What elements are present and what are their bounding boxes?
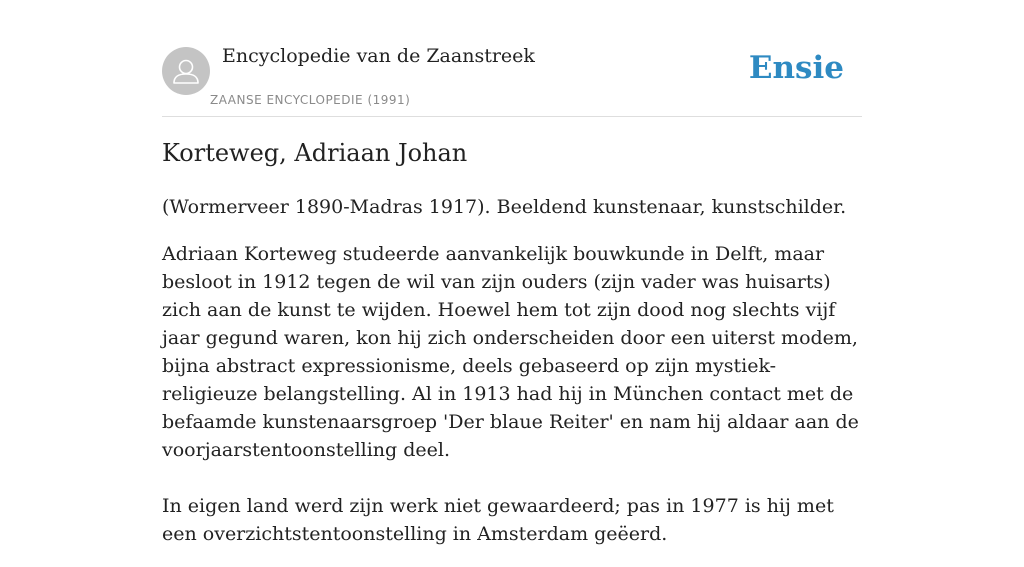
article-lead: (Wormerveer 1890-Madras 1917). Beeldend kunstenaar, kunstschilder. bbox=[162, 196, 847, 218]
source-header bbox=[162, 0, 862, 117]
user-icon-graphic bbox=[162, 47, 210, 95]
article-paragraph: Adriaan Korteweg studeerde aanvankelijk bouwkunde in Delft, maar besloot in 1912 tegen de wil van zijn ouders (zijn vader was huisarts) zich aan de kunst te wijden. Hoewel hem tot zijn dood nog slechts vijf jaar gegund waren, kon hij zich onderscheiden door een uiterst modem, bijna abstract expressionisme, deels gebaseerd op zijn mystiek-religieuze belangstelling. Al in 1913 had hij in München contact met de befaamde kunstenaarsgroep 'Der blaue Reiter' en nam hij aldaar aan de voorjaarstentoonstelling deel. bbox=[162, 243, 859, 461]
article-title: Korteweg, Adriaan Johan bbox=[162, 139, 468, 167]
article-body bbox=[162, 193, 862, 567]
brand-logo-link[interactable]: Ensie bbox=[748, 50, 844, 86]
user-icon[interactable] bbox=[162, 47, 210, 95]
source-subtitle: ZAANSE ENCYCLOPEDIE (1991) bbox=[210, 93, 411, 107]
article-paragraph: In eigen land werd zijn werk niet gewaardeerd; pas in 1977 is hij met een overzichtstentoonstelling in Amsterdam geëerd. bbox=[162, 495, 834, 545]
source-title-link[interactable]: Encyclopedie van de Zaanstreek bbox=[222, 45, 535, 67]
